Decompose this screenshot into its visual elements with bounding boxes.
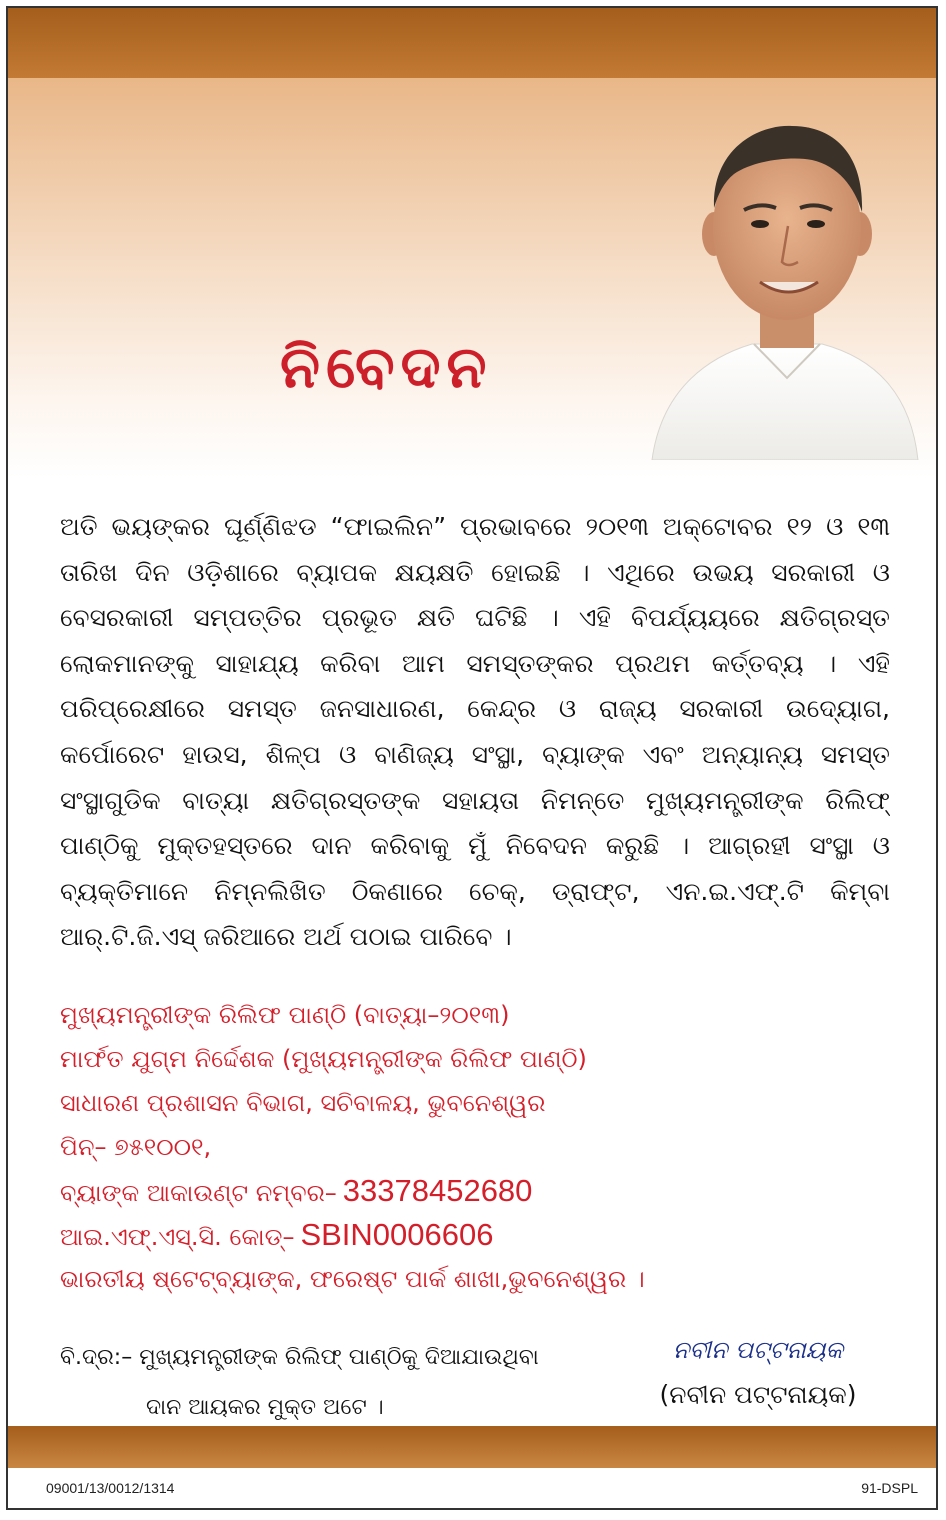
note-line-1: ବି.ଦ୍ର:– ମୁଖ୍ୟମନ୍ତ୍ରୀଙ୍କ ରିଲିଫ୍ ପାଣ୍ଠିକୁ ଦିଆଯାଉଥିବା <box>60 1345 539 1370</box>
bank-branch-line: ଭାରତୀୟ ଷ୍ଟେଟ୍‌ବ୍ୟାଙ୍କ, ଫରେଷ୍ଟ ପାର୍କ ଶାଖା,ଭୁବନେଶ୍ୱର । <box>60 1265 645 1293</box>
fund-name: ମୁଖ୍ୟମନ୍ତ୍ରୀଙ୍କ ରିଲିଫ ପାଣ୍ଠି (ବାତ୍ୟା–୨୦୧୩) <box>60 1001 510 1029</box>
advertisement-page <box>6 6 938 1510</box>
footer-reference-code: 09001/13/0012/1314 <box>46 1480 175 1496</box>
bank-account-number: 33378452680 <box>342 1173 533 1208</box>
top-band <box>8 8 936 78</box>
signer-name: (ନବୀନ ପଟ୍ଟନାୟକ) <box>659 1380 857 1409</box>
note-line-2: ଦାନ ଆୟକର ମୁକ୍ତ ଅଟେ । <box>146 1395 384 1420</box>
handwritten-signature: ନବୀନ ପଟ୍ଟନାୟକ <box>672 1336 844 1364</box>
portrait-image <box>642 116 922 460</box>
bank-account-line <box>60 1169 760 1213</box>
tax-exemption-note <box>60 1333 580 1433</box>
page-title: ନିବେଦନ <box>280 333 493 401</box>
relief-fund-address <box>60 993 760 1301</box>
care-of-line: ମାର୍ଫତ ଯୁଗ୍ମ ନିର୍ଦ୍ଦେଶକ (ମୁଖ୍ୟମନ୍ତ୍ରୀଙ୍କ ରିଲିଫ ପାଣ୍ଠି) <box>60 1045 587 1073</box>
pin-code: ପିନ୍– ୭୫୧୦୦୧, <box>60 1133 212 1161</box>
ifsc-label: ଆଇ.ଏଫ୍.ଏସ୍.ସି. କୋଡ୍– <box>60 1223 295 1251</box>
bottom-band <box>8 1426 936 1468</box>
ifsc-code: SBIN0006606 <box>300 1217 494 1252</box>
footer-agency-code: 91-DSPL <box>861 1480 918 1496</box>
department-line: ସାଧାରଣ ପ୍ରଶାସନ ବିଭାଗ, ସଚିବାଳୟ, ଭୁବନେଶ୍ୱର <box>60 1089 546 1117</box>
appeal-body-text: ଅତି ଭୟଙ୍କର ଘୂର୍ଣ୍ଣିଝଡ “ଫାଇଲିନ” ପ୍ରଭାବରେ ୨୦୧୩ ଅକ୍ଟୋବର ୧୨ ଓ ୧୩ ତାରିଖ ଦିନ ଓଡ଼ିଶାରେ ବ୍ୟାପକ କ୍ଷୟକ୍ଷତି ହୋଇଛି । ଏଥିରେ ଉଭୟ ସରକାରୀ ଓ ବେସରକାରୀ ସମ୍ପତ୍ତିର ପ୍ରଭୂତ କ୍ଷତି ଘଟିଛି । ଏହି ବିପର୍ଯ୍ୟୟରେ କ୍ଷତିଗ୍ରସ୍ତ ଲୋକମାନଙ୍କୁ ସାହାଯ୍ୟ କରିବା ଆମ ସମସ୍ତଙ୍କର ପ୍ରଥମ କର୍ତ୍ତବ୍ୟ । ଏହି ପରିପ୍ରେକ୍ଷୀରେ ସମସ୍ତ ଜନସାଧାରଣ, କେନ୍ଦ୍ର ଓ ରାଜ୍ୟ ସରକାରୀ ଉଦ୍ୟୋଗ, କର୍ପୋରେଟ ହାଉସ, ଶିଳ୍ପ ଓ ବାଣିଜ୍ୟ ସଂସ୍ଥା, ବ୍ୟାଙ୍କ ଏବଂ ଅନ୍ୟାନ୍ୟ ସମସ୍ତ ସଂସ୍ଥାଗୁଡିକ ବାତ୍ୟା କ୍ଷତିଗ୍ରସ୍ତଙ୍କ ସହାୟତା ନିମନ୍ତେ ମୁଖ୍ୟମନ୍ତ୍ରୀଙ୍କ ରିଲିଫ୍ ପାଣ୍ଠିକୁ ମୁକ୍ତହସ୍ତରେ ଦାନ କରିବାକୁ ମୁଁ ନିବେଦନ କରୁଛି । ଆଗ୍ରହୀ ସଂସ୍ଥା ଓ ବ୍ୟକ୍ତିମାନେ ନିମ୍ନଲିଖିତ ଠିକଣାରେ ଚେକ୍, ଡ୍ରାଫ୍ଟ, ଏନ.ଇ.ଏଫ୍.ଟି କିମ୍ବା ଆର୍.ଟି.ଜି.ଏସ୍ ଜରିଆରେ ଅର୍ଥ ପଠାଇ ପାରିବେ । <box>60 512 890 952</box>
bank-account-label: ବ୍ୟାଙ୍କ ଆକାଉଣ୍ଟ ନମ୍ବର– <box>60 1179 337 1207</box>
ifsc-line <box>60 1213 760 1257</box>
